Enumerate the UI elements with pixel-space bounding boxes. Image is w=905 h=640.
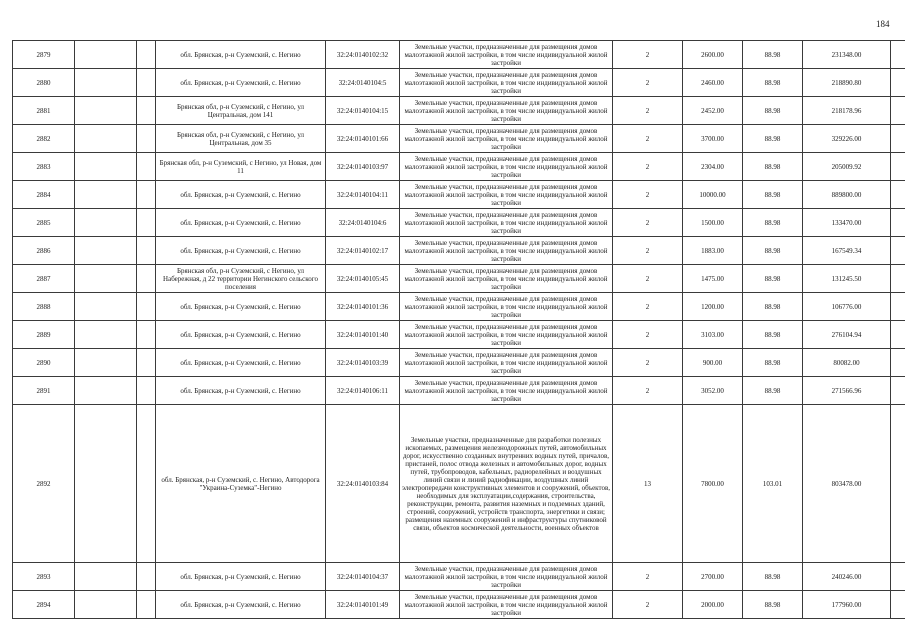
blank-cell (137, 563, 156, 591)
specific-value-cell: 88.98 (743, 349, 803, 377)
blank-cell (137, 69, 156, 97)
group-cell: 13 (613, 405, 683, 563)
blank-cell (75, 321, 137, 349)
table-row (13, 349, 905, 377)
row-number-cell: 2883 (13, 153, 75, 181)
table-row (13, 377, 905, 405)
specific-value-cell: 88.98 (743, 153, 803, 181)
table-row (13, 237, 905, 265)
group-cell: 2 (613, 69, 683, 97)
area-cell: 2304.00 (683, 153, 743, 181)
row-number-cell: 2894 (13, 591, 75, 619)
land-use-cell: Земельные участки, предназначенные для размещения домов малоэтажной жилой застройки, в том числе индивидуальной жилой застройки (400, 265, 613, 293)
land-use-cell: Земельные участки, предназначенные для размещения домов малоэтажной жилой застройки, в том числе индивидуальной жилой застройки (400, 591, 613, 619)
blank-cell (75, 97, 137, 125)
blank-cell (891, 349, 905, 377)
address-cell: обл. Брянская, р-н Суземский, с. Негино (156, 349, 326, 377)
cadastral-number-cell: 32:24:0140103:97 (326, 153, 400, 181)
specific-value-cell: 88.98 (743, 181, 803, 209)
blank-cell (891, 237, 905, 265)
page-number: 184 (876, 19, 890, 29)
area-cell: 10000.00 (683, 181, 743, 209)
land-use-cell: Земельные участки, предназначенные для разработки полезных ископаемых, размещения железнодорожных путей, автомобильных дорог, искусственно созданных внутренних водных путей, причалов, пристаней, полос отвода железных и автомобильных дорог, водных путей, трубопроводов, кабельных, радиорелейных и воздушных линий связи и линий радиофикации, воздушных линий электропередачи конструктивных элементов и сооружений, объектов, необходимых для эксплуатации,содержания, строительства, реконструкции, ремонта, развития наземных и подземных зданий, строений, сооружений, устройств транспорта, энергетики и связи; размещения наземных сооружений и инфраструктуры спутниковой связи, объектов космической деятельности, военных объектов (400, 405, 613, 563)
cadastral-number-cell: 32:24:0140103:84 (326, 405, 400, 563)
land-use-cell: Земельные участки, предназначенные для размещения домов малоэтажной жилой застройки, в том числе индивидуальной жилой застройки (400, 153, 613, 181)
blank-cell (891, 153, 905, 181)
land-use-cell: Земельные участки, предназначенные для размещения домов малоэтажной жилой застройки, в том числе индивидуальной жилой застройки (400, 321, 613, 349)
area-cell: 2000.00 (683, 591, 743, 619)
land-use-cell: Земельные участки, предназначенные для размещения домов малоэтажной жилой застройки, в том числе индивидуальной жилой застройки (400, 237, 613, 265)
address-cell: обл. Брянская, р-н Суземский, с. Негино (156, 237, 326, 265)
table-row (13, 321, 905, 349)
row-number-cell: 2881 (13, 97, 75, 125)
cadastral-value-cell: 106776.00 (803, 293, 891, 321)
table-row (13, 563, 905, 591)
area-cell: 2460.00 (683, 69, 743, 97)
area-cell: 3700.00 (683, 125, 743, 153)
cadastral-number-cell: 32:24:0140104:6 (326, 209, 400, 237)
group-cell: 2 (613, 125, 683, 153)
blank-cell (137, 321, 156, 349)
blank-cell (75, 377, 137, 405)
blank-cell (75, 349, 137, 377)
cadastral-number-cell: 32:24:0140101:66 (326, 125, 400, 153)
blank-cell (137, 125, 156, 153)
area-cell: 2600.00 (683, 41, 743, 69)
group-cell: 2 (613, 563, 683, 591)
area-cell: 1883.00 (683, 237, 743, 265)
specific-value-cell: 88.98 (743, 321, 803, 349)
land-use-cell: Земельные участки, предназначенные для размещения домов малоэтажной жилой застройки, в том числе индивидуальной жилой застройки (400, 209, 613, 237)
address-cell: Брянская обл, р-н Суземский, с Негино, ул Набережная, д 22 территории Негинского сельского поселения (156, 265, 326, 293)
group-cell: 2 (613, 377, 683, 405)
blank-cell (891, 321, 905, 349)
cadastral-number-cell: 32:24:0140104:5 (326, 69, 400, 97)
cadastral-number-cell: 32:24:0140104:37 (326, 563, 400, 591)
specific-value-cell: 88.98 (743, 377, 803, 405)
address-cell: обл. Брянская, р-н Суземский, с. Негино (156, 181, 326, 209)
address-cell: обл. Брянская, р-н Суземский, с. Негино (156, 293, 326, 321)
specific-value-cell: 88.98 (743, 563, 803, 591)
blank-cell (891, 125, 905, 153)
cadastral-value-cell: 803478.00 (803, 405, 891, 563)
specific-value-cell: 103.01 (743, 405, 803, 563)
group-cell: 2 (613, 349, 683, 377)
cadastral-value-cell: 131245.50 (803, 265, 891, 293)
group-cell: 2 (613, 41, 683, 69)
area-cell: 2452.00 (683, 97, 743, 125)
row-number-cell: 2884 (13, 181, 75, 209)
land-use-cell: Земельные участки, предназначенные для размещения домов малоэтажной жилой застройки, в том числе индивидуальной жилой застройки (400, 293, 613, 321)
blank-cell (75, 69, 137, 97)
address-cell: обл. Брянская, р-н Суземский, с. Негино (156, 41, 326, 69)
land-use-cell: Земельные участки, предназначенные для размещения домов малоэтажной жилой застройки, в том числе индивидуальной жилой застройки (400, 41, 613, 69)
blank-cell (75, 41, 137, 69)
table-row (13, 209, 905, 237)
blank-cell (75, 563, 137, 591)
row-number-cell: 2885 (13, 209, 75, 237)
cadastral-value-cell: 218178.96 (803, 97, 891, 125)
blank-cell (137, 349, 156, 377)
area-cell: 3103.00 (683, 321, 743, 349)
address-cell: обл. Брянская, р-н Суземский, с. Негино (156, 377, 326, 405)
specific-value-cell: 88.98 (743, 591, 803, 619)
blank-cell (137, 41, 156, 69)
specific-value-cell: 88.98 (743, 293, 803, 321)
blank-cell (891, 181, 905, 209)
blank-cell (75, 125, 137, 153)
address-cell: Брянская обл, р-н Суземский, с Негино, ул Центральная, дом 141 (156, 97, 326, 125)
table-row (13, 293, 905, 321)
area-cell: 3052.00 (683, 377, 743, 405)
cadastral-number-cell: 32:24:0140104:15 (326, 97, 400, 125)
row-number-cell: 2880 (13, 69, 75, 97)
blank-cell (75, 265, 137, 293)
cadastral-number-cell: 32:24:0140102:17 (326, 237, 400, 265)
group-cell: 2 (613, 97, 683, 125)
cadastral-value-cell: 231348.00 (803, 41, 891, 69)
cadastral-value-cell: 329226.00 (803, 125, 891, 153)
cadastral-number-cell: 32:24:0140101:40 (326, 321, 400, 349)
land-use-cell: Земельные участки, предназначенные для размещения домов малоэтажной жилой застройки, в том числе индивидуальной жилой застройки (400, 377, 613, 405)
land-use-cell: Земельные участки, предназначенные для размещения домов малоэтажной жилой застройки, в том числе индивидуальной жилой застройки (400, 97, 613, 125)
cadastral-value-cell: 167549.34 (803, 237, 891, 265)
blank-cell (137, 377, 156, 405)
area-cell: 7800.00 (683, 405, 743, 563)
blank-cell (75, 181, 137, 209)
row-number-cell: 2891 (13, 377, 75, 405)
cadastral-number-cell: 32:24:0140106:11 (326, 377, 400, 405)
blank-cell (75, 293, 137, 321)
area-cell: 1200.00 (683, 293, 743, 321)
row-number-cell: 2887 (13, 265, 75, 293)
blank-cell (137, 405, 156, 563)
row-number-cell: 2888 (13, 293, 75, 321)
registry-rows (13, 41, 905, 619)
row-number-cell: 2886 (13, 237, 75, 265)
group-cell: 2 (613, 591, 683, 619)
cadastral-number-cell: 32:24:0140105:45 (326, 265, 400, 293)
cadastral-value-cell: 889800.00 (803, 181, 891, 209)
blank-cell (75, 237, 137, 265)
blank-cell (75, 591, 137, 619)
cadastral-value-cell: 177960.00 (803, 591, 891, 619)
area-cell: 2700.00 (683, 563, 743, 591)
cadastral-value-cell: 271566.96 (803, 377, 891, 405)
row-number-cell: 2892 (13, 405, 75, 563)
blank-cell (891, 69, 905, 97)
address-cell: обл. Брянская, р-н Суземский, с. Негино (156, 209, 326, 237)
row-number-cell: 2879 (13, 41, 75, 69)
area-cell: 1500.00 (683, 209, 743, 237)
land-use-cell: Земельные участки, предназначенные для размещения домов малоэтажной жилой застройки, в том числе индивидуальной жилой застройки (400, 349, 613, 377)
blank-cell (891, 293, 905, 321)
cadastral-number-cell: 32:24:0140101:36 (326, 293, 400, 321)
land-use-cell: Земельные участки, предназначенные для размещения домов малоэтажной жилой застройки, в том числе индивидуальной жилой застройки (400, 125, 613, 153)
specific-value-cell: 88.98 (743, 97, 803, 125)
table-row (13, 97, 905, 125)
group-cell: 2 (613, 293, 683, 321)
row-number-cell: 2882 (13, 125, 75, 153)
address-cell: обл. Брянская, р-н Суземский, с. Негино (156, 69, 326, 97)
cadastral-value-cell: 276104.94 (803, 321, 891, 349)
table-row (13, 69, 905, 97)
blank-cell (137, 97, 156, 125)
blank-cell (75, 405, 137, 563)
group-cell: 2 (613, 237, 683, 265)
row-number-cell: 2889 (13, 321, 75, 349)
blank-cell (75, 209, 137, 237)
table-row (13, 41, 905, 69)
blank-cell (137, 265, 156, 293)
cadastral-number-cell: 32:24:0140104:11 (326, 181, 400, 209)
blank-cell (137, 209, 156, 237)
blank-cell (891, 405, 905, 563)
specific-value-cell: 88.98 (743, 69, 803, 97)
group-cell: 2 (613, 181, 683, 209)
land-use-cell: Земельные участки, предназначенные для размещения домов малоэтажной жилой застройки, в том числе индивидуальной жилой застройки (400, 69, 613, 97)
blank-cell (891, 563, 905, 591)
cadastral-value-cell: 80082.00 (803, 349, 891, 377)
specific-value-cell: 88.98 (743, 237, 803, 265)
group-cell: 2 (613, 209, 683, 237)
blank-cell (137, 153, 156, 181)
blank-cell (137, 591, 156, 619)
table-row (13, 405, 905, 563)
cadastral-number-cell: 32:24:0140103:39 (326, 349, 400, 377)
address-cell: Брянская обл, р-н Суземский, с Негино, ул Новая, дом 11 (156, 153, 326, 181)
area-cell: 900.00 (683, 349, 743, 377)
cadastral-number-cell: 32:24:0140101:49 (326, 591, 400, 619)
specific-value-cell: 88.98 (743, 265, 803, 293)
address-cell: Брянская обл, р-н Суземский, с Негино, ул Центральная, дом 35 (156, 125, 326, 153)
row-number-cell: 2893 (13, 563, 75, 591)
table-row (13, 591, 905, 619)
area-cell: 1475.00 (683, 265, 743, 293)
address-cell: обл. Брянская, р-н Суземский, с. Негино, Автодорога "Украина-Суземка"-Негино (156, 405, 326, 563)
table-row (13, 125, 905, 153)
blank-cell (137, 181, 156, 209)
group-cell: 2 (613, 265, 683, 293)
blank-cell (891, 377, 905, 405)
cadastral-value-cell: 218890.80 (803, 69, 891, 97)
table-row (13, 153, 905, 181)
land-use-cell: Земельные участки, предназначенные для размещения домов малоэтажной жилой застройки, в том числе индивидуальной жилой застройки (400, 563, 613, 591)
address-cell: обл. Брянская, р-н Суземский, с. Негино (156, 563, 326, 591)
group-cell: 2 (613, 153, 683, 181)
blank-cell (891, 591, 905, 619)
table-row (13, 265, 905, 293)
blank-cell (891, 97, 905, 125)
address-cell: обл. Брянская, р-н Суземский, с. Негино (156, 591, 326, 619)
specific-value-cell: 88.98 (743, 41, 803, 69)
specific-value-cell: 88.98 (743, 209, 803, 237)
cadastral-value-cell: 133470.00 (803, 209, 891, 237)
group-cell: 2 (613, 321, 683, 349)
row-number-cell: 2890 (13, 349, 75, 377)
blank-cell (891, 209, 905, 237)
blank-cell (891, 265, 905, 293)
blank-cell (137, 293, 156, 321)
specific-value-cell: 88.98 (743, 125, 803, 153)
registry-table (12, 40, 905, 619)
cadastral-number-cell: 32:24:0140102:32 (326, 41, 400, 69)
blank-cell (75, 153, 137, 181)
blank-cell (137, 237, 156, 265)
cadastral-value-cell: 240246.00 (803, 563, 891, 591)
blank-cell (891, 41, 905, 69)
address-cell: обл. Брянская, р-н Суземский, с. Негино (156, 321, 326, 349)
table-row (13, 181, 905, 209)
land-use-cell: Земельные участки, предназначенные для размещения домов малоэтажной жилой застройки, в том числе индивидуальной жилой застройки (400, 181, 613, 209)
cadastral-value-cell: 205009.92 (803, 153, 891, 181)
